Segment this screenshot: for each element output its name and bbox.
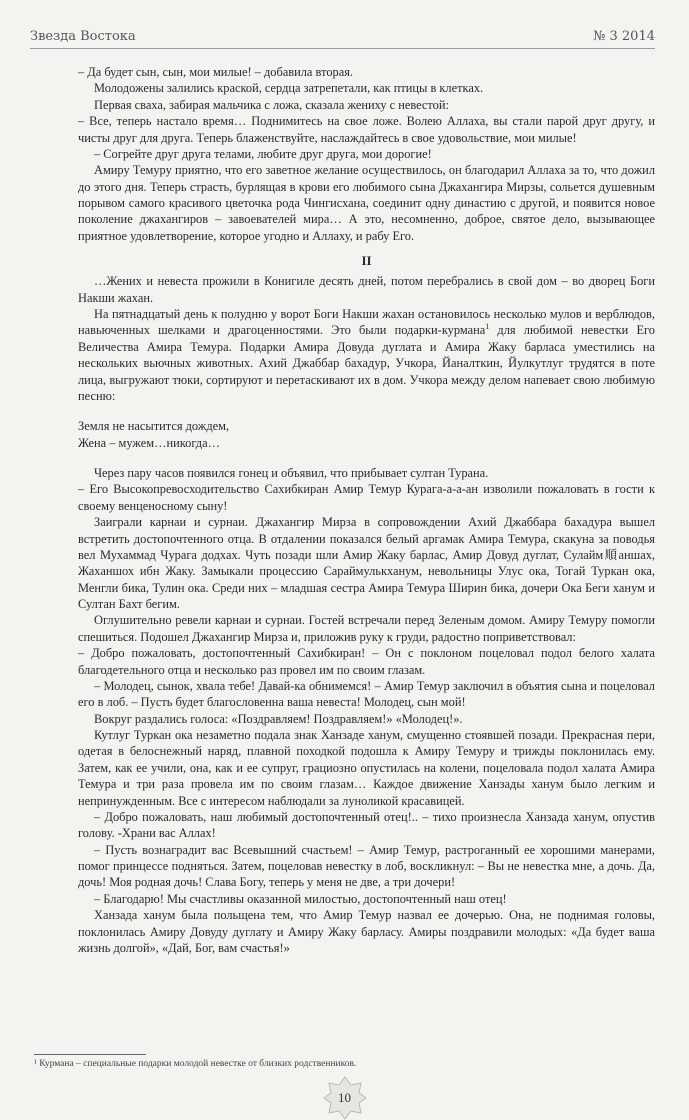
paragraph: Заиграли карнаи и сурнаи. Джахангир Мирза в сопровождении Ахий Джаббара бахадура вышел встретить достопочтенного отца. В отдалении показался белый аргамак Амира Темура, скакуна за поводья вел Мухаммад Чурага додхах. Чуть позади шли Амир Жаку барлас, Амир Довуд дуглат, Сулайм順аншах, Жаханшох ибн Жаку. Замыкали процессию Сараймулькханум, невольницы Улус ока, Тогай Туркан ока, Менгли бика, Тулин ока. Среди них – младшая сестра Амира Темура Ширин бика, дочери Ока Беги ханум и Султан Бахт бегим. (78, 515, 655, 612)
paragraph: – Пусть вознаградит вас Всевышний счастьем! – Амир Темур, растроганный ее хорошими манерами, помог принцессе подняться. Затем, поцеловав невестку в лоб, воскликнул: – Вы не невестка мне, а дочь. Да, дочь! Моя родная дочь! Слава Богу, теперь у меня не две, а три дочери! (78, 842, 655, 890)
paragraph: – Его Высокопревосходительство Сахибкиран Амир Темур Курага-а-а-ан изволили пожаловать в гости к своему венценосному сыну! (78, 482, 655, 513)
paragraph: – Молодец, сынок, хвала тебе! Давай-ка обнимемся! – Амир Темур заключил в объятия сына и поцеловал его в лоб. – Пусть будет благословенна ваша невеста! Молодец, сын мой! (78, 678, 655, 710)
paragraph-text: На пятнадцатый день к полудню у ворот Боги Накши жахан остановилось несколько мулов и верблюдов, навьюченных шелками и драгоценностями. Это были подарки-курмана (78, 307, 655, 338)
paragraph: – Да будет сын, сын, мои милые! – добавила вторая. (78, 65, 354, 79)
section-number: II (361, 253, 372, 269)
issue-number: № 3 2014 (593, 29, 655, 44)
article-body (78, 64, 655, 956)
paragraph: Вокруг раздались голоса: «Поздравляем! Поздравляем!» «Молодец!». (94, 711, 463, 726)
paragraph: Первая сваха, забирая мальчика с ложа, сказала жениху с невестой: (94, 97, 449, 112)
page-number-ornament (323, 1076, 367, 1120)
running-header (30, 24, 655, 49)
paragraphs-before (78, 64, 655, 244)
paragraph: Молодожены залились краской, сердца затрепетали, как птицы в клетках. (94, 81, 484, 96)
footnote-divider (34, 1054, 146, 1055)
poem (78, 418, 655, 451)
paragraph: Ханзада ханум была польщена тем, что Амир Темур назвал ее дочерью. Она, не поднимая головы, поклонилась Амиру Довуду дуглату и Амиру Жаку барласу. Амиры поздравили молодых: «Да будет ваша жизнь долгой», «Дай, Бог, вам счастья!» (78, 908, 655, 955)
paragraph: – Все, теперь настало время… Поднимитесь на свое ложе. Волею Аллаха, вы стали парой друг другу, и чисты друг для друга. Теперь блаженствуйте, наслаждайтесь в свое удовольствие, мои милые! (78, 114, 655, 145)
paragraph: Кутлуг Туркан ока незаметно подала знак Ханзаде ханум, смущенно стоявшей позади. Прекрасная пери, одетая в белоснежный наряд, плавной походкой подошла к Амиру Темуру и трижды поклонилась ему. Затем, как ее учили, она, как и ее супруг, грациозно опустилась на колени, поцеловала подол халата Амира Темура и три раза провела им по своим глазам… Каждое движение Ханзады ханум было легким и непринужденным. Все с интересом наблюдали за луноликой красавицей. (78, 728, 655, 808)
page-number: 10 (338, 1090, 351, 1105)
paragraph: Оглушительно ревели карнаи и сурнаи. Гостей встречали перед Зеленым домом. Амиру Темуру помогли спешиться. Подошел Джахангир Мирза и, приложив руку к груди, радостно поприветствовал: (78, 613, 655, 644)
poem-line: Земля не насытится дождем, (78, 419, 230, 434)
footnote-text: ¹ Курмана – специальные подарки молодой невестке от близких родственников. (34, 1059, 357, 1069)
paragraph: – Согрейте друг друга телами, любите друг друга, мои дорогие! (94, 146, 432, 161)
paragraph: Амиру Темуру приятно, что его заветное желание осуществилось, он благодарил Аллаха за то, что дожил до этого дня. Теперь страсть, бурлящая в крови его любимого сына Джахангира Мирзы, сольется душевным порывом самого красивого цветочка рода Чингисхана, соединит одну династию с другой, и появится новое поколение джахангиров – завоевателей мира… А это, несомненно, доброе, святое дело, вызывающее приятное удовлетворение, которое угодно и Аллаху, и рабу Его. (78, 163, 655, 243)
paragraph: – Благодарю! Мы счастливы оказанной милостью, достопочтенный наш отец! (94, 891, 507, 906)
poem-line: Жена – мужем…никогда… (78, 435, 221, 450)
paragraph: – Добро пожаловать, достопочтенный Сахибкиран! – Он с поклоном поцеловал подол белого халата благодетельного отца и несколько раз провел им по своим глазам. (78, 646, 655, 677)
paragraph: …Жених и невеста прожили в Конигиле десять дней, потом перебрались в свой дом – во дворец Боги Накши жахан. (78, 274, 655, 305)
footnote-reference[interactable]: 1 (485, 322, 490, 332)
paragraph: Через пару часов появился гонец и объявил, что прибывает султан Турана. (94, 466, 489, 481)
paragraph-with-footnote (78, 306, 655, 404)
journal-title: Звезда Востока (30, 29, 136, 44)
paragraphs-after (78, 465, 655, 956)
paragraph-text: для любимой невестки Его Величества Амира Темура. Подарки Амира Довуда дуглата и Амира Жаку барласа уместились на нескольких вьючных животных. Ахий Джаббар бахадур, Учкора, Йаналткин, Йулкутлуг трудятся в поте лица, выгружают тюки, сортируют и перетаскивают их в дом. Учкора между делом напевает свою любимую песню: (78, 323, 655, 403)
paragraph: – Добро пожаловать, наш любимый достопочтенный отец!.. – тихо произнесла Ханзада ханум, опустив голову. -Храни вас Аллах! (78, 809, 655, 841)
